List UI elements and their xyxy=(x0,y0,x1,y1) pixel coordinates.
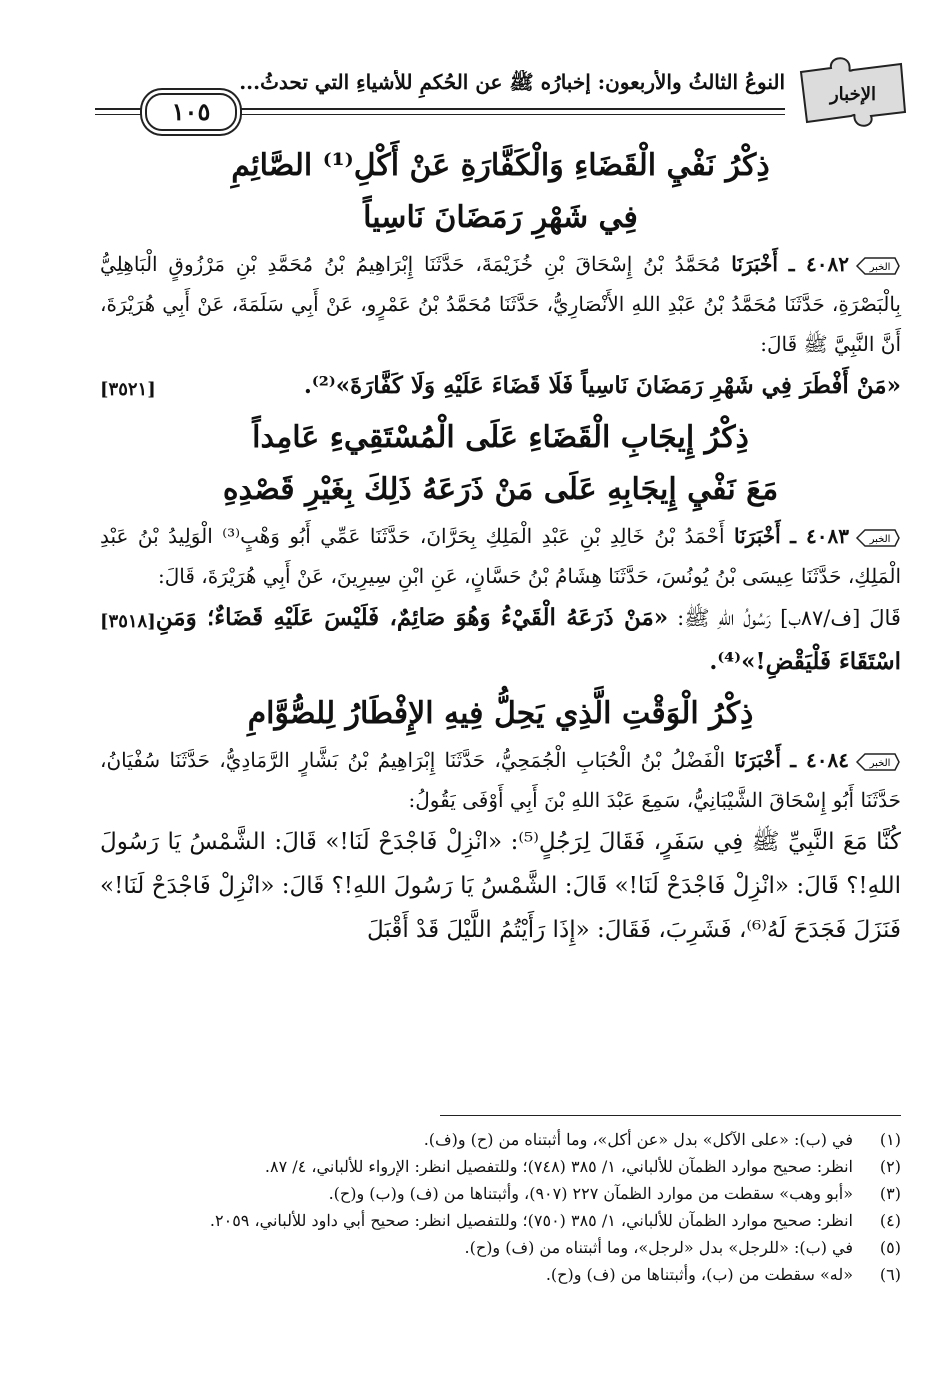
footnote-text: انظر: صحيح موارد الظمآن للألباني، ١/ ٣٨٥ (٧٥٠)؛ وللتفصيل انظر: صحيح أبي داود للألباني، ٢٠٥٩. xyxy=(209,1211,853,1230)
section-heading: ذِكْرُ نَفْيِ الْقَضَاءِ وَالْكَفَّارَةِ عَنْ أَكْلِ⁽¹⁾ الصَّائِمِ xyxy=(231,148,770,183)
footnote-rule xyxy=(440,1115,901,1116)
hadith-matn xyxy=(100,820,901,952)
footnote-number: (١) xyxy=(879,1130,901,1149)
footnote-text: في (ب): «للرجل» بدل «لرجل»، وما أثبتناه من (ف) و(ح). xyxy=(464,1238,853,1257)
akhbarana: أَخْبَرَنَا xyxy=(731,252,778,276)
footnote-text: «أبو وهب» سقطت من موارد الظمآن ٢٢٧ (٩٠٧)، وأثبتناها من (ف) و(ب) و(ح). xyxy=(328,1184,853,1203)
footnote xyxy=(100,1153,901,1180)
section-4083 xyxy=(100,412,901,684)
hadith-marker-label: الخبر xyxy=(869,757,891,769)
akhbarana: أَخْبَرَنَا xyxy=(734,524,781,548)
emblem-text: الإخبار xyxy=(829,84,877,105)
page-header xyxy=(95,40,913,130)
section-heading: ذِكْرُ إِيجَابِ الْقَضَاءِ عَلَى الْمُسْتَقِيءِ عَامِداً xyxy=(252,420,749,455)
hadith-marker-label: الخبر xyxy=(869,533,891,545)
isnad-text: الْفَضْلُ بْنُ الْحُبَابِ الْجُمَحِيُّ، حَدَّثَنَا إِبْرَاهِيمُ بْنُ بَشَّارٍ الرَّمَادِيُّ، حَدَّثَنَا سُفْيَانُ، حَدَّثَنَا أَبُو إِسْحَاقَ الشَّيْبَانِيُّ، سَمِعَ عَبْدَ اللهِ بْنَ أَبِي أَوْفَى يَقُولُ: xyxy=(100,748,901,812)
footnote xyxy=(100,1261,901,1288)
isnad-text: أَحْمَدُ بْنُ خَالِدِ بْنِ عَبْدِ الْمَلِكِ بِحَرَّانَ، حَدَّثَنَا عَمِّي أَبُو وَهْبٍ⁽³⁾ الْوَلِيدُ بْنُ عَبْدِ الْمَلِكِ، حَدَّثَنَا عِيسَى بْنُ يُونُسَ، حَدَّثَنَا هِشَامُ بْنُ حَسَّانٍ، عَنِ ابْنِ سِيرِينَ، عَنْ أَبِي هُرَيْرَةَ، قَالَ: xyxy=(100,524,901,588)
section-4084 xyxy=(100,688,901,952)
main-text xyxy=(100,140,901,952)
page-number: ١٠٥ xyxy=(145,93,237,131)
footnote xyxy=(100,1207,901,1234)
footnote-number: (٥) xyxy=(879,1238,901,1257)
footnote-number: (٤) xyxy=(879,1211,901,1230)
footnote xyxy=(100,1180,901,1207)
hadith-marker-icon xyxy=(855,527,901,549)
reference-number: [٣٥١٨] xyxy=(100,611,156,632)
hadith-marker-icon xyxy=(855,255,901,277)
section-heading: ذِكْرُ الْوَقْتِ الَّذِي يَحِلُّ فِيهِ الإِفْطَارُ لِلصُّوَّامِ xyxy=(247,696,754,731)
hadith-isnad xyxy=(100,244,901,364)
footnote xyxy=(100,1126,901,1153)
matn-text: «مَنْ ذَرَعَهُ الْقَيْءُ وَهُوَ صَائِمٌ، فَلَيْسَ عَلَيْهِ قَضَاءٌ؛ وَمَنِ اسْتَقَاءَ فَلْيَقْضِ!»⁽⁴⁾. xyxy=(155,604,901,675)
reference-number: [٣٥٢١] xyxy=(100,379,156,400)
footnote-number: (٦) xyxy=(879,1265,901,1284)
hadith-matn xyxy=(100,364,901,408)
section-4082 xyxy=(100,140,901,408)
footnote-text: انظر: صحيح موارد الظمآن للألباني، ١/ ٣٨٥ (٧٤٨)؛ وللتفصيل انظر: الإرواء للألباني، ٤/ ٨٧. xyxy=(264,1157,853,1176)
matn-text: كُنَّا مَعَ النَّبِيِّ ﷺ فِي سَفَرٍ، فَقَالَ لِرَجُلٍ⁽⁵⁾: «انْزِلْ فَاجْدَحْ لَنَا!» قَالَ: الشَّمْسُ يَا رَسُولَ اللهِ!؟ قَالَ: «انْزِلْ فَاجْدَحْ لَنَا!» قَالَ: الشَّمْسُ يَا رَسُولَ اللهِ!؟ قَالَ: «انْزِلْ فَاجْدَحْ لَنَا!» فَنَزَلَ فَجَدَحَ لَهُ⁽⁶⁾، فَشَرِبَ، فَقَالَ: «إِذَا رَأَيْتُمُ اللَّيْلَ قَدْ أَقْبَلَ xyxy=(100,829,901,943)
isnad-text: مُحَمَّدُ بْنُ إِسْحَاقَ بْنِ خُزَيْمَةَ، حَدَّثَنَا إِبْرَاهِيمُ بْنُ مُحَمَّدِ بْنِ مَرْزُوقٍ الْبَاهِلِيُّ بِالْبَصْرَةِ، حَدَّثَنَا مُحَمَّدُ بْنُ عَبْدِ اللهِ الأَنْصَارِيُّ، حَدَّثَنَا مُحَمَّدُ بْنُ عَمْرٍو، عَنْ أَبِي سَلَمَةَ، عَنْ أَبِي هُرَيْرَةَ، أَنَّ النَّبِيَّ ﷺ قَالَ: xyxy=(100,252,901,356)
section-heading-line2: مَعَ نَفْيِ إِيجَابِهِ عَلَى مَنْ ذَرَعَهُ ذَلِكَ بِغَيْرِ قَصْدِهِ xyxy=(222,472,779,507)
footnotes xyxy=(100,1126,901,1288)
footnote xyxy=(100,1234,901,1261)
hadith-number: ٤٠٨٤ ـ xyxy=(790,748,849,772)
hadith-isnad xyxy=(100,740,901,820)
hadith-matn xyxy=(100,596,901,684)
footnote-number: (٢) xyxy=(879,1157,901,1176)
hadith-isnad xyxy=(100,516,901,596)
hadith-marker-label: الخبر xyxy=(869,261,891,273)
hadith-marker-icon xyxy=(855,751,901,773)
footnote-text: «له» سقطت من (ب)، وأثبتناها من (ف) و(ح). xyxy=(545,1265,853,1284)
hadith-number: ٤٠٨٣ ـ xyxy=(790,524,849,548)
puzzle-emblem-icon xyxy=(793,52,913,132)
matn-text: «مَنْ أَفْطَرَ فِي شَهْرِ رَمَضَانَ نَاسِياً فَلَا قَضَاءَ عَلَيْهِ وَلَا كَفَّارَةَ»⁽²⁾. xyxy=(303,372,901,399)
section-heading-line2: فِي شَهْرِ رَمَضَانَ نَاسِياً xyxy=(363,200,638,235)
footnote-text: في (ب): «على الآكل» بدل «عن أكل»، وما أثبتناه من (ح) و(ف). xyxy=(423,1130,853,1149)
akhbarana: أَخْبَرَنَا xyxy=(734,748,781,772)
footnote-number: (٣) xyxy=(879,1184,901,1203)
matn-intro: قَالَ [ف/٨٧ب] رَسُولُ اللهِ ﷺ: xyxy=(677,606,901,630)
running-title: النوعُ الثالثُ والأربعون: إخبارُه ﷺ عن الحُكمِ للأشياءِ التي تحدثُ... xyxy=(239,70,785,94)
hadith-number: ٤٠٨٢ ـ xyxy=(788,252,850,276)
